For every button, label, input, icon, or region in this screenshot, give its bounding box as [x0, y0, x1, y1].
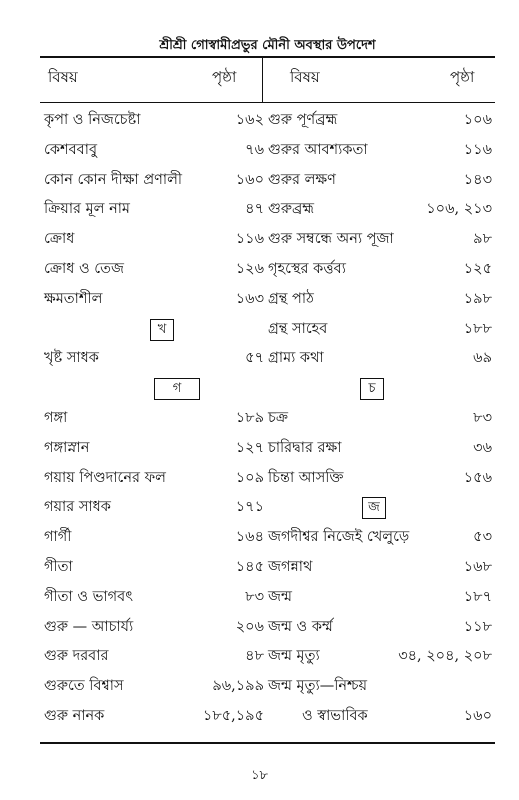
- entry-page: ১১৬: [463, 141, 492, 158]
- entry-subject: চক্র: [268, 409, 288, 426]
- index-entry: [44, 672, 264, 702]
- index-entry: [44, 404, 264, 434]
- index-entry: [44, 702, 264, 732]
- index-entry: [268, 702, 492, 732]
- left-page-heading: পৃষ্ঠা: [212, 68, 237, 86]
- index-entry: [268, 195, 492, 225]
- entry-page: ১১৮: [463, 618, 492, 635]
- entry-subject: কৃপা ও নিজচেষ্টা: [44, 112, 141, 128]
- entry-subject: গঙ্গা: [44, 409, 68, 426]
- entry-page: ৮৩: [245, 588, 264, 605]
- entry-subject: গীতা ও ভাগবৎ: [44, 588, 133, 605]
- index-entry: [268, 523, 492, 553]
- index-entry: [44, 523, 264, 553]
- index-entry: [268, 225, 492, 255]
- entry-page: ১২৭: [235, 439, 264, 456]
- page-number: ১৮: [251, 768, 268, 783]
- index-entry: [44, 583, 264, 613]
- entry-page: ৩৬: [473, 439, 492, 456]
- index-entry: [44, 642, 264, 672]
- entry-subject: জন্ম মৃত্যু—নিশ্চয়: [268, 678, 368, 695]
- entry-subject: চারিদ্বার রক্ষা: [268, 439, 342, 456]
- section-letter: গ: [154, 378, 200, 400]
- entry-page: ১৬৮: [463, 558, 492, 575]
- section-letter-row: [44, 374, 264, 404]
- entry-subject: কেশববাবু: [44, 141, 98, 158]
- entry-page: ১৪৩: [463, 171, 492, 188]
- index-entry: [268, 285, 492, 315]
- entry-subject: গুরু নানক: [44, 707, 105, 724]
- entry-page: ৬৯: [473, 350, 492, 367]
- entry-subject: ক্ষমতাশীল: [44, 290, 103, 307]
- entry-subject: গয়ায় পিণ্ডদানের ফল: [44, 469, 166, 486]
- entry-subject: গীতা: [44, 558, 73, 575]
- left-index-column: [44, 106, 264, 732]
- index-entry: [268, 434, 492, 464]
- entry-page: ১৪৫: [235, 558, 264, 575]
- index-entry: [44, 285, 264, 315]
- entry-subject: গয়ার সাধক: [44, 499, 111, 516]
- entry-page: ১৮৯: [235, 409, 264, 426]
- index-entry: [44, 106, 264, 136]
- header-divider: [262, 58, 263, 102]
- index-entry: [268, 136, 492, 166]
- entry-subject: ক্রোধ: [44, 231, 75, 248]
- entry-page: ১২৫: [463, 260, 492, 277]
- entry-page: ১০৬: [463, 112, 492, 128]
- entry-subject: জন্ম ও কর্ম্ম: [268, 618, 333, 635]
- entry-page: ১৬০: [235, 171, 264, 188]
- index-entry: [44, 344, 264, 374]
- section-letter: চ: [360, 378, 384, 400]
- index-entry: [44, 434, 264, 464]
- header-rule: [40, 102, 495, 103]
- entry-subject: গ্রাম্য কথা: [268, 350, 324, 367]
- section-letter-row: [44, 315, 264, 345]
- entry-page: ৫৩: [473, 529, 492, 546]
- entry-page: ১৬৩: [235, 290, 264, 307]
- entry-subject: জন্ম মৃত্যু: [268, 648, 320, 665]
- entry-subject: জগন্নাথ: [268, 558, 313, 575]
- entry-subject: জগদীশ্বর নিজেই খেলুড়ে: [268, 529, 410, 546]
- index-entry: [268, 553, 492, 583]
- entry-page: ১৯৮: [463, 290, 492, 307]
- index-entry: [44, 166, 264, 196]
- right-index-column: [268, 106, 492, 732]
- entry-subject: গ্রন্থ সাহেব: [268, 320, 328, 337]
- entry-page: ১৫৬: [463, 469, 492, 486]
- entry-subject: গুরুর আবশ্যকতা: [268, 141, 368, 158]
- entry-page: ১৭১: [235, 499, 264, 516]
- entry-subject: গুরুতে বিশ্বাস: [44, 678, 124, 695]
- entry-subject: গুরু — আচার্য্য: [44, 618, 134, 635]
- index-entry: [44, 195, 264, 225]
- index-entry: [44, 613, 264, 643]
- entry-page: ১২৬: [235, 260, 264, 277]
- entry-subject: গার্গী: [44, 529, 72, 546]
- entry-subject: গৃহস্থের কর্ত্তব্য: [268, 260, 346, 277]
- entry-subject: গুরুর লক্ষণ: [268, 171, 336, 188]
- entry-page: ৪৭: [245, 201, 264, 218]
- entry-page: ৫৭: [245, 350, 264, 367]
- entry-page: ১১৬: [235, 231, 264, 248]
- entry-subject: গুরুব্রহ্ম: [268, 201, 315, 218]
- index-entry: [44, 255, 264, 285]
- entry-subject: জন্ম: [268, 588, 292, 605]
- entry-page: ১৮৮: [463, 320, 492, 337]
- entry-page: ১০৬, ২১৩: [426, 201, 492, 218]
- index-entry: [268, 404, 492, 434]
- entry-subject: ক্রিয়ার মূল নাম: [44, 201, 130, 218]
- section-letter: জ: [362, 497, 386, 519]
- entry-page: ৮৩: [473, 409, 492, 426]
- entry-subject: কোন কোন দীক্ষা প্রণালী: [44, 171, 183, 188]
- index-entry: [44, 493, 264, 523]
- entry-subject: চিন্তা আসক্তি: [268, 469, 344, 486]
- index-entry: [44, 464, 264, 494]
- left-subject-heading: বিষয়: [48, 68, 78, 86]
- entry-page: ১৮৭: [463, 588, 492, 605]
- index-entry: [44, 225, 264, 255]
- section-letter-row: [268, 493, 492, 523]
- entry-page: ১৬৪: [235, 529, 264, 546]
- running-header: শ্রীশ্রী গোস্বামীপ্রভুর মৌনী অবস্থার উপদেশ: [159, 38, 376, 53]
- index-entry: [268, 672, 492, 702]
- entry-page: ১৮৫,১৯৫: [202, 707, 264, 724]
- right-page-heading: পৃষ্ঠা: [450, 68, 475, 86]
- entry-subject: গঙ্গাস্নান: [44, 439, 90, 456]
- section-letter: খ: [150, 319, 174, 341]
- entry-subject: ক্রোধ ও তেজ: [44, 260, 124, 277]
- entry-page: ২০৬: [235, 618, 264, 635]
- index-entry: [268, 642, 492, 672]
- entry-subject: গুরু সম্বন্ধে অন্য পূজা: [268, 231, 394, 248]
- index-entry: [268, 166, 492, 196]
- entry-subject: গুরু দরবার: [44, 648, 109, 665]
- entry-page: ৩৪, ২০৪, ২০৮: [398, 648, 492, 665]
- index-entry: [268, 106, 492, 136]
- right-subject-heading: বিষয়: [290, 68, 320, 86]
- entry-page: ৪৮: [245, 648, 264, 665]
- entry-subject: খৃষ্ট সাধক: [44, 350, 99, 367]
- entry-subject: গ্রন্থ পাঠ: [268, 290, 314, 307]
- top-rule: [40, 56, 495, 58]
- entry-page: ১০৯: [235, 469, 264, 486]
- index-entry: [44, 136, 264, 166]
- entry-page: ১৬০: [463, 707, 492, 724]
- entry-page: ৯৮: [473, 231, 492, 248]
- index-entry: [268, 613, 492, 643]
- bottom-rule: [40, 742, 495, 744]
- entry-page: ১৬২: [235, 112, 264, 128]
- index-entry: [268, 315, 492, 345]
- entry-page: ৭৬: [245, 141, 264, 158]
- entry-page: ৯৬,১৯৯: [212, 678, 264, 695]
- index-entry: [268, 464, 492, 494]
- entry-subject: ও স্বাভাবিক: [302, 707, 368, 724]
- index-entry: [268, 344, 492, 374]
- section-letter-row: [268, 374, 492, 404]
- index-entry: [44, 553, 264, 583]
- index-entry: [268, 255, 492, 285]
- entry-subject: গুরু পূর্ণব্রহ্ম: [268, 112, 338, 128]
- index-entry: [268, 583, 492, 613]
